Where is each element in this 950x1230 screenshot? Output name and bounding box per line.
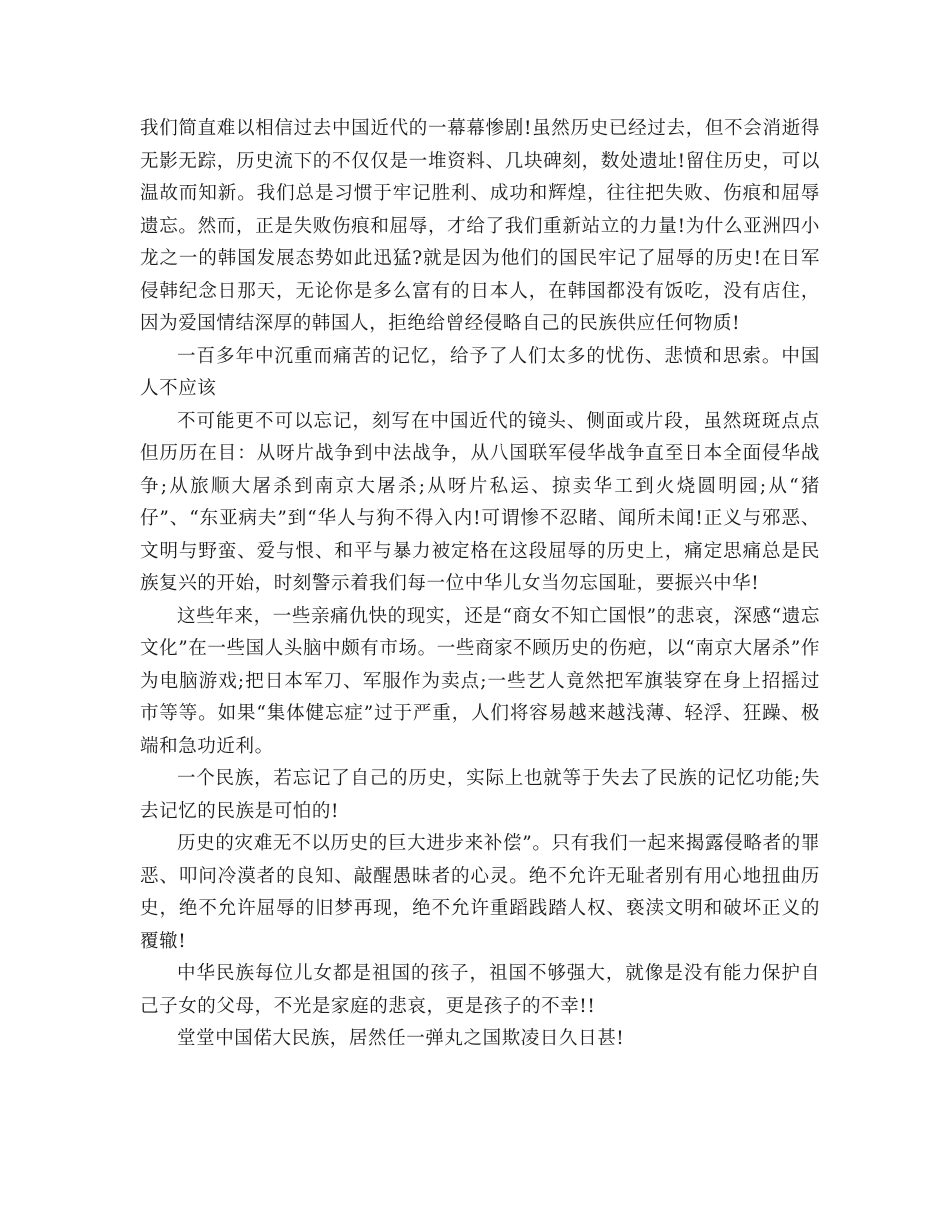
paragraph-5: 一个民族，若忘记了自己的历史，实际上也就等于失去了民族的记忆功能;失去记忆的民族是可怕的! <box>140 768 820 822</box>
paragraph-8: 堂堂中国偌大民族，居然任一弹丸之国欺凌日久日甚! <box>177 1028 625 1049</box>
paragraph-4: 这些年来，一些亲痛仇快的现实，还是“商女不知亡国恨”的悲哀，深感“遗忘文化”在一些国人头脑中颇有市场。一些商家不顾历史的伤疤，以“南京大屠杀”作为电脑游戏;把日本军刀、军服作为卖点;一些艺人竟然把军旗装穿在身上招摇过市等等。如果“集体健忘症”过于严重，人们将容易越来越浅薄、轻浮、狂躁、极端和急功近利。 <box>140 605 820 757</box>
paragraph-6: 历史的灾难无不以历史的巨大进步来补偿”。只有我们一起来揭露侵略者的罪恶、叩问冷漠者的良知、敲醒愚昧者的心灵。绝不允许无耻者别有用心地扭曲历史，绝不允许屈辱的旧梦再现，绝不允许重蹈践踏人权、亵渎文明和破坏正义的覆辙! <box>140 833 820 952</box>
paragraph-1: 我们简直难以相信过去中国近代的一幕幕惨剧!虽然历史已经过去，但不会消逝得无影无踪，历史流下的不仅仅是一堆资料、几块碑刻，数处遗址!留住历史，可以温故而知新。我们总是习惯于牢记胜利、成功和辉煌，往往把失败、伤痕和屈辱遗忘。然而，正是失败伤痕和屈辱，才给了我们重新站立的力量!为什么亚洲四小龙之一的韩国发展态势如此迅猛?就是因为他们的国民牢记了屈辱的历史!在日军侵韩纪念日那天，无论你是多么富有的日本人，在韩国都没有饭吃，没有店住，因为爱国情结深厚的韩国人，拒绝给曾经侵略自己的民族供应任何物质! <box>140 118 820 334</box>
document-body <box>140 113 820 1056</box>
paragraph-2: 一百多年中沉重而痛苦的记忆，给予了人们太多的忧伤、悲愤和思索。中国人不应该 <box>140 345 820 399</box>
paragraph-3: 不可能更不可以忘记，刻写在中国近代的镜头、侧面或片段，虽然斑斑点点但历历在目：从呀片战争到中法战争，从八国联军侵华战争直至日本全面侵华战争;从旅顺大屠杀到南京大屠杀;从呀片私运、掠卖华工到火烧圆明园;从“猪仔”、“东亚病夫”到“华人与狗不得入内!可谓惨不忍睹、闻所未闻!正义与邪恶、文明与野蛮、爱与恨、和平与暴力被定格在这段屈辱的历史上，痛定思痛总是民族复兴的开始，时刻警示着我们每一位中华儿女当勿忘国耻，要振兴中华! <box>140 410 820 594</box>
paragraph-7: 中华民族每位儿女都是祖国的孩子，祖国不够强大，就像是没有能力保护自己子女的父母，不光是家庭的悲哀，更是孩子的不幸!! <box>140 963 820 1017</box>
